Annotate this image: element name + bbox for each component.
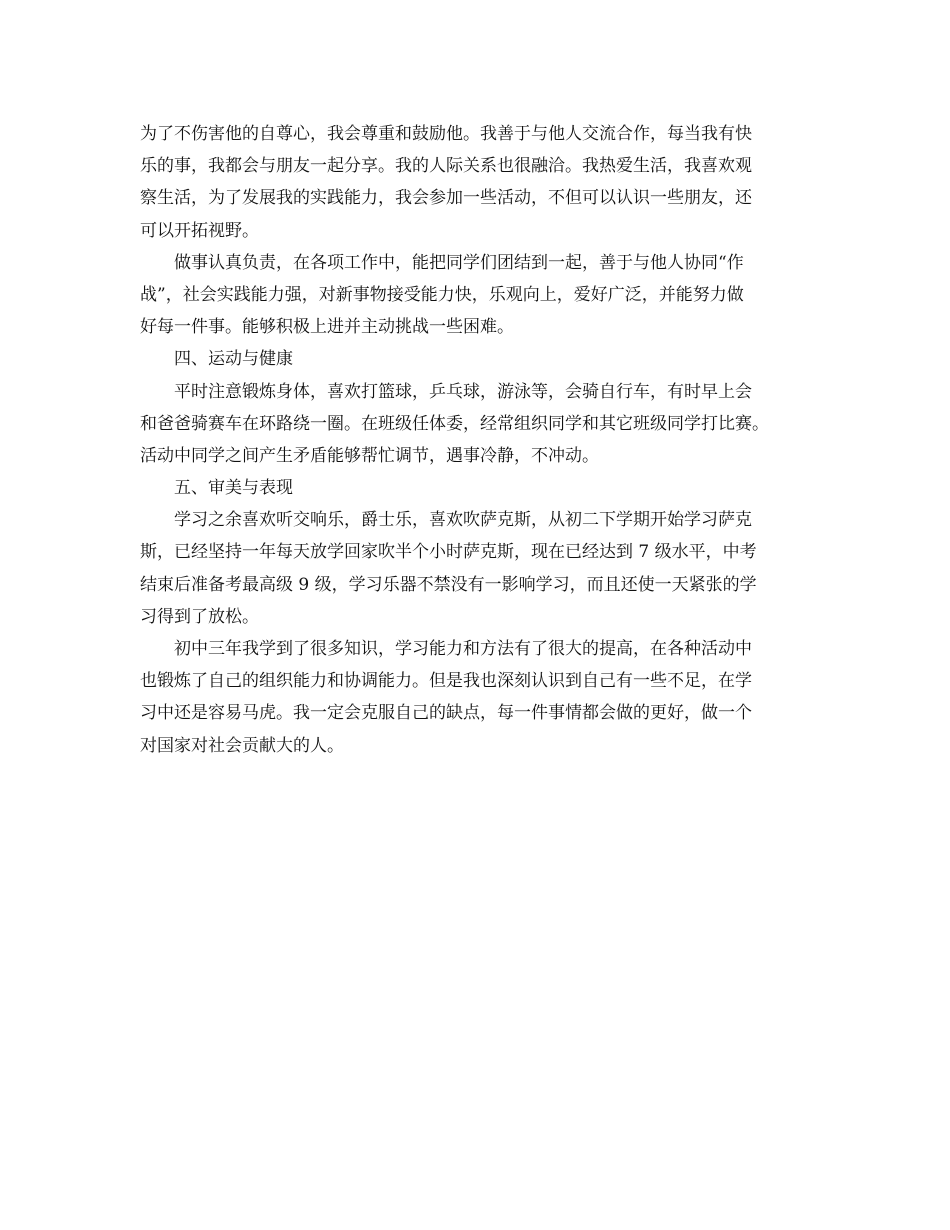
text-line: 习中还是容易马虎。我一定会克服自己的缺点，每一件事情都会做的更好，做一个	[140, 703, 752, 724]
text-line: 活动中同学之间产生矛盾能够帮忙调节，遇事冷静，不冲动。	[140, 445, 599, 466]
text-line: 和爸爸骑赛车在环路绕一圈。在班级任体委，经常组织同学和其它班级同学打比赛。	[140, 413, 769, 434]
text-line: 初中三年我学到了很多知识，学习能力和方法有了很大的提高，在各种活动中	[174, 639, 752, 659]
text-line: 斯，已经坚持一年每天放学回家吹半个小时萨克斯，现在已经达到 7 级水平，中考	[140, 542, 757, 563]
section-heading: 五、审美与表现	[174, 478, 293, 499]
document-body	[140, 118, 830, 762]
text-line: 学习之余喜欢听交响乐，爵士乐，喜欢吹萨克斯，从初二下学期开始学习萨克	[174, 510, 752, 531]
text-line: 结束后准备考最高级 9 级，学习乐器不禁没有一影响学习，而且还使一天紧张的学	[140, 574, 757, 595]
text-line: 战”，社会实践能力强，对新事物接受能力快，乐观向上，爱好广泛，并能努力做	[140, 284, 744, 305]
text-line: 可以开拓视野。	[140, 220, 259, 241]
text-line: 习得到了放松。	[140, 606, 259, 627]
text-line: 乐的事，我都会与朋友一起分享。我的人际关系也很融洽。我热爱生活，我喜欢观	[140, 156, 752, 177]
text-line: 为了不伤害他的自尊心，我会尊重和鼓励他。我善于与他人交流合作，每当我有快	[140, 124, 752, 144]
section-heading: 四、运动与健康	[174, 349, 293, 370]
text-line: 好每一件事。能够积极上进并主动挑战一些困难。	[140, 317, 514, 338]
text-line: 对国家对社会贡献大的人。	[140, 735, 344, 756]
text-line: 也锻炼了自己的组织能力和协调能力。但是我也深刻认识到自己有一些不足，在学	[140, 671, 752, 692]
text-line: 平时注意锻炼身体，喜欢打篮球，乒乓球，游泳等，会骑自行车，有时早上会	[174, 381, 752, 402]
text-line: 做事认真负责，在各项工作中，能把同学们团结到一起，善于与他人协同“作	[174, 252, 744, 273]
text-line: 察生活，为了发展我的实践能力，我会参加一些活动，不但可以认识一些朋友，还	[140, 188, 752, 209]
